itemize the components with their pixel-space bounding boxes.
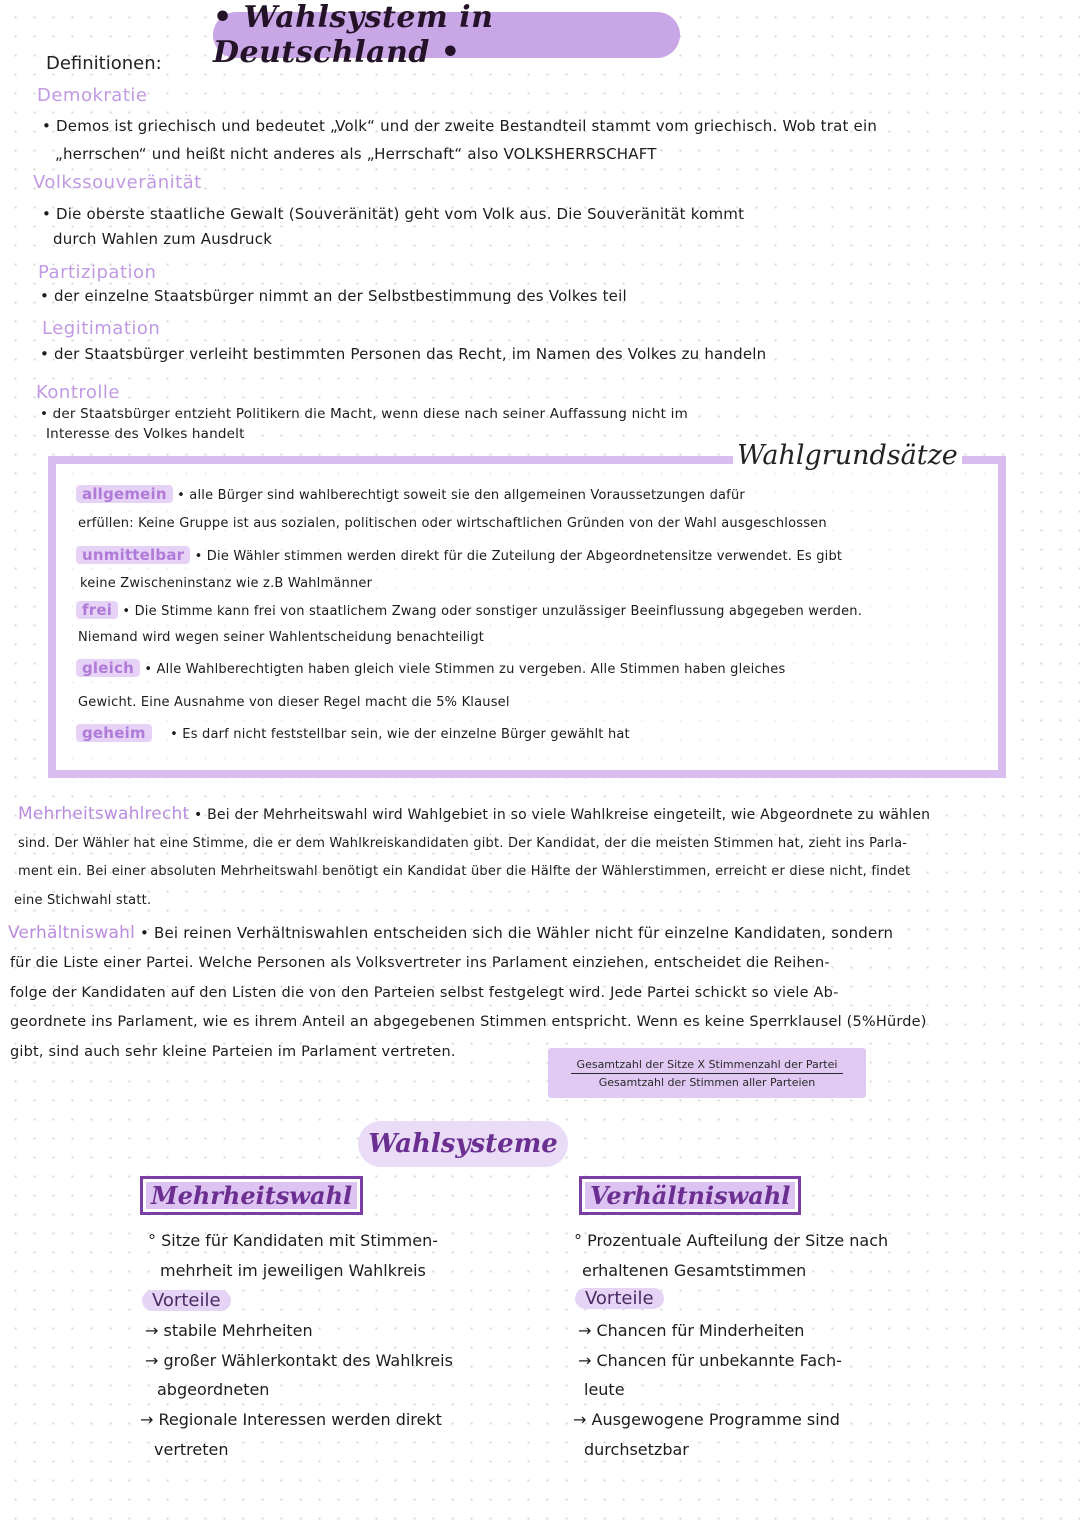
grundsatz-gleich xyxy=(76,659,785,678)
grundsatz-geheim xyxy=(76,724,630,743)
definition-line: Interesse des Volkes handelt xyxy=(46,426,245,442)
term-partizipation: Partizipation xyxy=(38,262,157,283)
paragraph-line: für die Liste einer Partei. Welche Personen als Volksvertreter ins Parlament einziehen, entscheidet die Reihen- xyxy=(10,955,830,971)
vorteil-item: abgeordneten xyxy=(157,1380,270,1399)
definition-line: durch Wahlen zum Ausdruck xyxy=(53,230,273,248)
vorteil-item: → Ausgewogene Programme sind xyxy=(573,1410,840,1429)
grundsatz-text: • alle Bürger sind wahlberechtigt soweit sie den allgemeinen Voraussetzungen dafür xyxy=(177,488,745,503)
wahlsysteme-title: Wahlsysteme xyxy=(358,1121,568,1167)
term-legitimation: Legitimation xyxy=(42,318,161,339)
vorteile-pill: Vorteile xyxy=(142,1290,231,1311)
definition-line: • der Staatsbürger entzieht Politikern die Macht, wenn diese nach seiner Auffassung nicht im xyxy=(40,406,688,422)
definition-line: • Demos ist griechisch und bedeutet „Volk“ und der zweite Bestandteil stammt vom griechisch. Wob trat ein xyxy=(42,117,878,135)
vorteil-item: leute xyxy=(584,1380,625,1399)
vorteile-label xyxy=(575,1288,664,1309)
term-volkssouveraenitaet: Volkssouveränität xyxy=(33,172,202,193)
definitions-heading: Definitionen: xyxy=(46,53,162,74)
column-description: erhaltenen Gesamtstimmen xyxy=(582,1261,807,1280)
paragraph-line: ment ein. Bei einer absoluten Mehrheitswahl benötigt ein Kandidat über die Hälfte der Wählerstimmen, erreicht er diese nicht, findet xyxy=(18,864,911,879)
paragraph-line: • Bei reinen Verhältniswahlen entscheiden sich die Wähler nicht für einzelne Kandidaten, sondern xyxy=(139,924,894,942)
vorteil-item: vertreten xyxy=(154,1440,229,1459)
vorteil-item: → Regionale Interessen werden direkt xyxy=(140,1410,442,1429)
vorteil-item: → Chancen für unbekannte Fach- xyxy=(578,1351,842,1370)
paragraph-line: geordnete ins Parlament, wie es ihrem Anteil an abgegebenen Stimmen entspricht. Wenn es keine Sperrklausel (5%Hürde) xyxy=(10,1014,927,1030)
grundsatz-text: • Die Stimme kann frei von staatlichem Zwang oder sonstiger unzulässiger Beeinflussung abgegeben werden. xyxy=(122,604,863,619)
verhaeltniswahl-para xyxy=(8,923,893,944)
grundsatz-term: frei xyxy=(76,601,118,619)
formula-numerator: Gesamtzahl der Sitze X Stimmenzahl der Partei xyxy=(571,1058,844,1074)
term-demokratie: Demokratie xyxy=(37,85,148,106)
sitzverteilung-formula xyxy=(548,1048,866,1098)
vorteile-pill: Vorteile xyxy=(575,1288,664,1309)
column-heading-verhaeltniswahl: Verhältniswahl xyxy=(579,1176,801,1215)
grundsatz-term: geheim xyxy=(76,724,152,742)
grundsatz-term: gleich xyxy=(76,659,140,677)
column-heading-mehrheitswahl: Mehrheitswahl xyxy=(140,1176,363,1215)
page-title: • Wahlsystem in Deutschland • xyxy=(213,12,680,58)
mehrheitswahlrecht-para xyxy=(18,804,930,825)
definition-line: • der Staatsbürger verleiht bestimmten Personen das Recht, im Namen des Volkes zu handeln xyxy=(40,345,767,363)
grundsatz-text: keine Zwischeninstanz wie z.B Wahlmänner xyxy=(80,576,373,591)
column-description: mehrheit im jeweiligen Wahlkreis xyxy=(160,1261,426,1280)
term-kontrolle: Kontrolle xyxy=(36,382,120,403)
term-mehrheitswahlrecht: Mehrheitswahlrecht xyxy=(18,804,190,824)
paragraph-line: sind. Der Wähler hat eine Stimme, die er dem Wahlkreiskandidaten gibt. Der Kandidat, der die meisten Stimmen hat, zieht ins Parla- xyxy=(18,836,908,851)
vorteil-item: → Chancen für Minderheiten xyxy=(578,1321,805,1340)
grundsatz-allgemein xyxy=(76,485,745,504)
grundsatz-text: Gewicht. Eine Ausnahme von dieser Regel macht die 5% Klausel xyxy=(78,695,510,710)
grundsatz-text: Niemand wird wegen seiner Wahlentscheidung benachteiligt xyxy=(78,630,485,645)
definition-line: • der einzelne Staatsbürger nimmt an der Selbstbestimmung des Volkes teil xyxy=(40,287,627,305)
column-description: ° Prozentuale Aufteilung der Sitze nach xyxy=(574,1231,889,1250)
paragraph-line: folge der Kandidaten auf den Listen die von den Parteien selbst festgelegt wird. Jede Partei schickt so viele Ab- xyxy=(10,985,839,1001)
vorteil-item: → stabile Mehrheiten xyxy=(145,1321,313,1340)
formula-denominator: Gesamtzahl der Stimmen aller Parteien xyxy=(598,1075,816,1089)
wahlgrundsaetze-title: Wahlgrundsätze xyxy=(733,440,962,471)
vorteil-item: → großer Wählerkontakt des Wahlkreis xyxy=(145,1351,453,1370)
paragraph-line: • Bei der Mehrheitswahl wird Wahlgebiet in so viele Wahlkreise eingeteilt, wie Abgeordnete zu wählen xyxy=(194,807,931,823)
grundsatz-term: allgemein xyxy=(76,485,173,503)
definition-line: • Die oberste staatliche Gewalt (Souveränität) geht vom Volk aus. Die Souveränität kommt xyxy=(42,205,745,223)
grundsatz-frei xyxy=(76,601,862,620)
grundsatz-unmittelbar xyxy=(76,546,842,565)
grundsatz-term: unmittelbar xyxy=(76,546,190,564)
vorteile-label xyxy=(142,1290,231,1311)
definition-line: „herrschen“ und heißt nicht anderes als „Herrschaft“ also VOLKSHERRSCHAFT xyxy=(55,145,657,163)
grundsatz-text: • Alle Wahlberechtigten haben gleich viele Stimmen zu vergeben. Alle Stimmen haben gleiches xyxy=(144,662,786,677)
vorteil-item: durchsetzbar xyxy=(584,1440,689,1459)
grundsatz-text: • Es darf nicht feststellbar sein, wie der einzelne Bürger gewählt hat xyxy=(170,727,630,742)
grundsatz-text: • Die Wähler stimmen werden direkt für die Zuteilung der Abgeordnetensitze verwendet. Es gibt xyxy=(194,549,843,564)
paragraph-line: eine Stichwahl statt. xyxy=(14,893,152,908)
column-description: ° Sitze für Kandidaten mit Stimmen- xyxy=(148,1231,438,1250)
paragraph-line: gibt, sind auch sehr kleine Parteien im Parlament vertreten. xyxy=(10,1044,456,1060)
grundsatz-text: erfüllen: Keine Gruppe ist aus sozialen, politischen oder wirtschaftlichen Gründen von der Wahl ausgeschlossen xyxy=(78,516,827,531)
term-verhaeltniswahl: Verhältniswahl xyxy=(8,923,136,943)
